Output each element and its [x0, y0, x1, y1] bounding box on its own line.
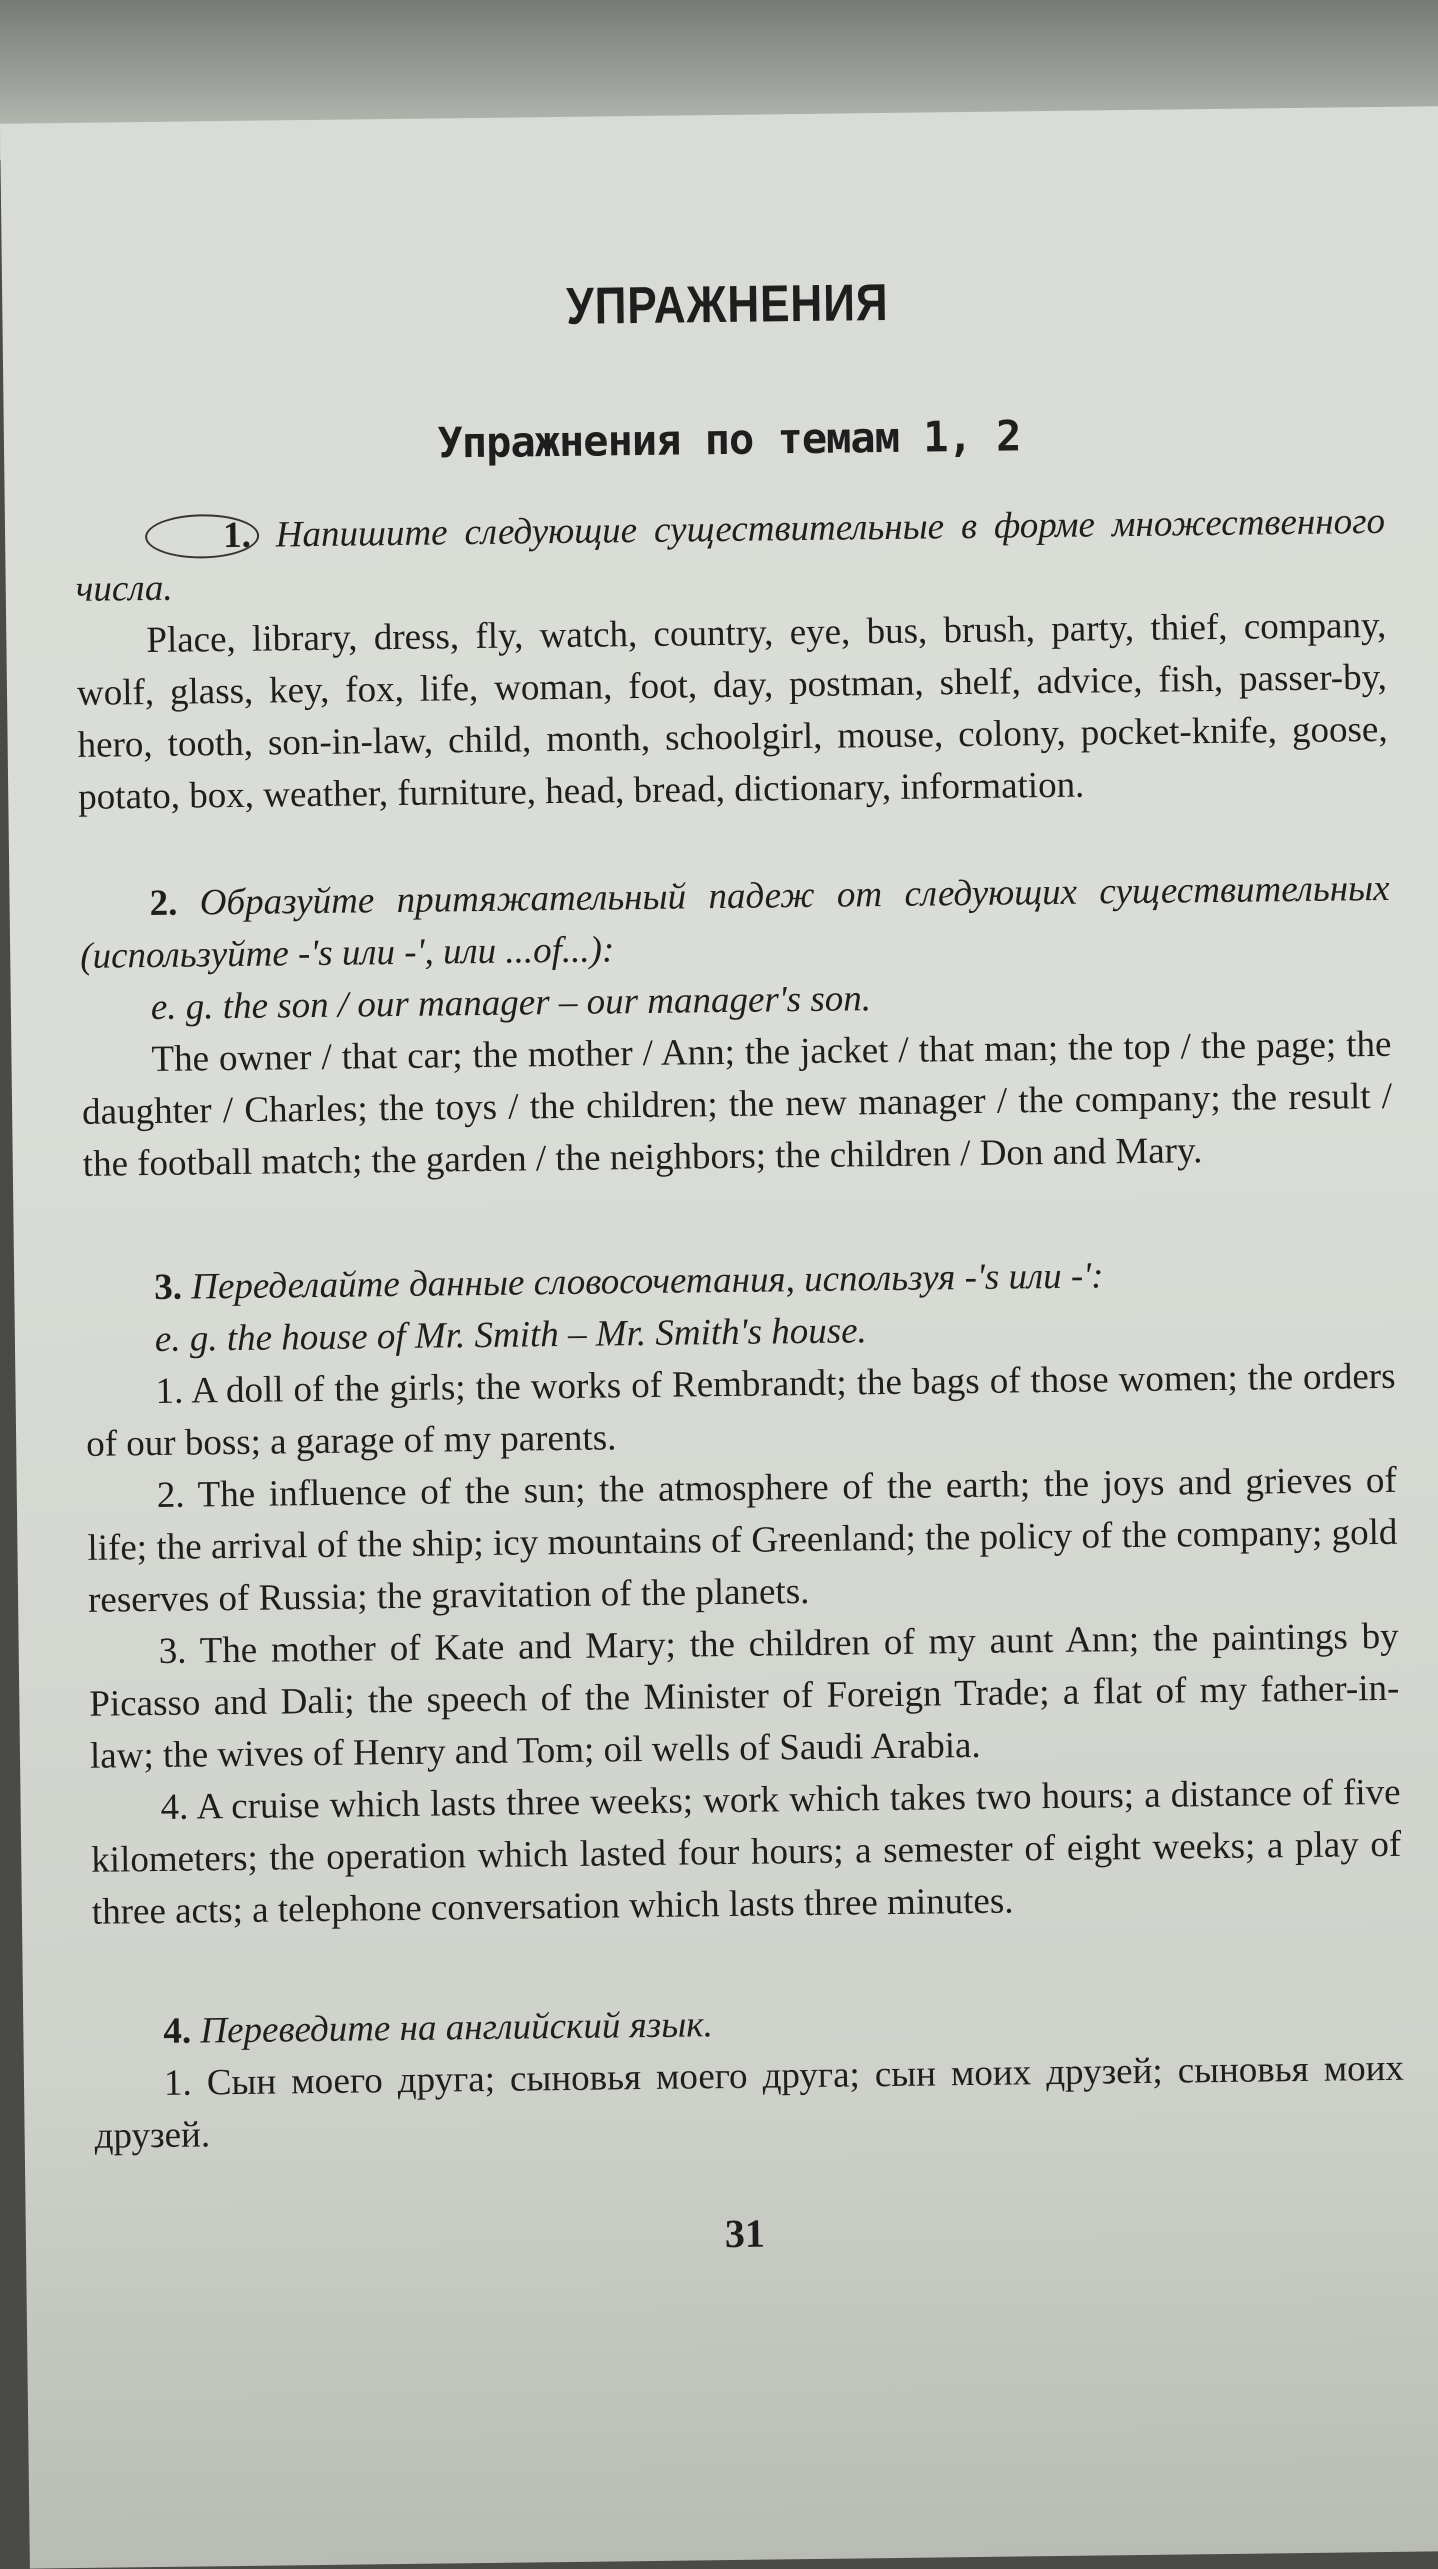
exercise-1-text: Place, library, dress, fly, watch, country, eye, bus, brush, party, thief, company, wolf, glass, key, fox, life, woman, foot, day, postman, shelf, advice, fish, passer-by, hero, tooth, son-in-law, child, month, schoolgirl, mouse, colony, pocket-knife, goose, potato, box, weather, furniture, head, bread, dictionary, information. [76, 604, 1388, 818]
exercise-2-task [79, 863, 1390, 983]
exercise-3-item: 3. The mother of Kate and Mary; the children of my aunt Ann; the paintings by Picasso and Dali; the speech of the Minister of Foreign Trade; a flat of my father-in-law; the wives of Henry and Tom; oil wells of Saudi Arabia. [89, 1615, 1400, 1777]
exercise-4-number: 4. [163, 2010, 192, 2052]
exercise-1 [75, 496, 1389, 824]
exercise-3-item: 4. A cruise which lasts three weeks; work which takes two hours; a distance of five kilometers; the operation which lasted four hours; a semester of eight weeks; a play of three acts; a telephone conversation which lasts three minutes. [91, 1771, 1402, 1933]
exercise-2 [79, 863, 1393, 1191]
page-content [72, 267, 1405, 2163]
exercise-4 [93, 1991, 1405, 2163]
exercise-2-instruction: Образуйте притяжательный падеж от следующих существительных (используйте -'s или -', или ...of...): [79, 867, 1390, 977]
exercise-2-text: The owner / that car; the mother / Ann; the jacket / that man; the top / the page; the daughter / Charles; the toys / the children; the new manager / the company; the result / the football match; the garden / the neighbors; the children / Don and Mary. [81, 1023, 1393, 1185]
exercise-3-item: 2. The influence of the sun; the atmosphere of the earth; the joys and grieves of life; the arrival of the ship; icy mountains of Greenland; the policy of the company; gold reserves of Russia; the gravitation of the planets. [87, 1459, 1398, 1621]
page-heading: УПРАЖНЕНИЯ [565, 273, 889, 336]
exercise-1-instruction: Напишите следующие существительные в форме множественного числа. [75, 500, 1386, 610]
exercise-4-item: 1. Сын моего друга; сыновья моего друга; сын моих друзей; сыновья моих друзей. [94, 2047, 1405, 2157]
exercise-3 [84, 1247, 1402, 1939]
exercise-4-instruction: Переведите на английский язык. [200, 2004, 714, 2052]
exercise-3-instruction: Переделайте данные словосочетания, используя -'s или -': [191, 1255, 1104, 1308]
exercise-3-number: 3. [154, 1266, 183, 1308]
book-page [0, 106, 1438, 2568]
page-number: 31 [724, 2210, 766, 2257]
exercise-2-number: 2. [149, 882, 178, 925]
exercise-2-example: e. g. the son / our manager – our manager's son. [150, 978, 872, 1029]
section-subheading: Упражнения по темам 1, 2 [437, 411, 1021, 468]
exercise-1-task [75, 496, 1386, 616]
exercise-3-example: e. g. the house of Mr. Smith – Mr. Smith's house. [154, 1310, 868, 1360]
exercise-1-number: 1. [145, 514, 259, 559]
exercise-3-item: 1. A doll of the girls; the works of Rembrandt; the bags of those women; the orders of our boss; a garage of my parents. [85, 1355, 1396, 1465]
